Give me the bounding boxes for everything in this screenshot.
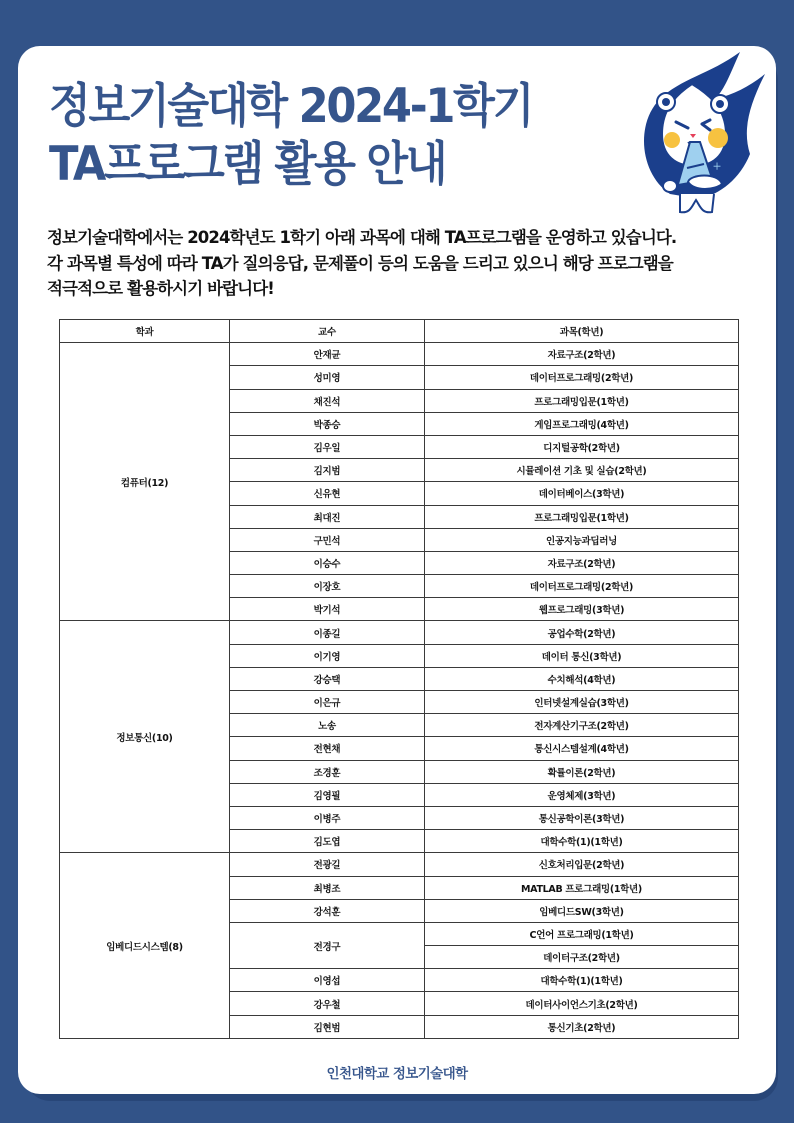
course-cell: 대학수학(1)(1학년) [425,830,739,853]
professor-cell: 박종승 [230,412,425,435]
professor-cell: 김현범 [230,1015,425,1038]
course-cell: 공업수학(2학년) [425,621,739,644]
course-cell: 데이터프로그래밍(2학년) [425,366,739,389]
course-cell: 전자계산기구조(2학년) [425,714,739,737]
course-cell: 신호처리입문(2학년) [425,853,739,876]
professor-cell: 이장호 [230,575,425,598]
intro-line-3: 적극적으로 활용하시기 바랍니다! [47,279,274,298]
course-cell: 통신공학이론(3학년) [425,806,739,829]
professor-cell: 이은규 [230,691,425,714]
footer-college-name: 인천대학교 정보기술대학 [326,1066,468,1082]
professor-cell: 김영필 [230,783,425,806]
course-cell: 통신기초(2학년) [425,1015,739,1038]
professor-cell: 성미영 [230,366,425,389]
course-cell: 수치해석(4학년) [425,667,739,690]
course-cell: 데이터사이언스기초(2학년) [425,992,739,1015]
professor-cell: 김지범 [230,459,425,482]
table-row [60,853,739,876]
course-cell: 프로그래밍입문(1학년) [425,389,739,412]
course-cell: C언어 프로그래밍(1학년) [425,922,739,945]
professor-cell: 조경훈 [230,760,425,783]
professor-cell: 전광길 [230,853,425,876]
intro-line-2: 각 과목별 특성에 따라 TA가 질의응답, 문제풀이 등의 도움을 드리고 있으니 해당 프로그램을 [47,253,673,273]
header-department: 학과 [60,320,230,343]
ta-course-table [59,319,739,1039]
professor-cell: 채진석 [230,389,425,412]
professor-cell: 강석훈 [230,899,425,922]
title-line-1: 정보기술대학 2024-1학기 [49,79,533,134]
course-cell: 자료구조(2학년) [425,343,739,366]
professor-cell: 노송 [230,714,425,737]
course-cell: 통신시스템설계(4학년) [425,737,739,760]
professor-cell: 이영섭 [230,969,425,992]
course-cell: 확률이론(2학년) [425,760,739,783]
course-cell: 인터넷설계실습(3학년) [425,691,739,714]
intro-paragraph [47,225,727,302]
course-cell: 디지털공학(2학년) [425,435,739,458]
table-row [60,621,739,644]
course-cell: 시뮬레이션 기초 및 실습(2학년) [425,459,739,482]
professor-cell: 김우일 [230,435,425,458]
course-cell: 게임프로그래밍(4학년) [425,412,739,435]
intro-line-1: 정보기술대학에서는 2024학년도 1학기 아래 과목에 대해 TA프로그램을 운영하고 있습니다. [47,228,677,247]
department-cell: 정보통신(10) [60,621,230,853]
course-cell: 프로그래밍입문(1학년) [425,505,739,528]
professor-cell: 강우철 [230,992,425,1015]
professor-cell: 안재균 [230,343,425,366]
professor-cell: 이병주 [230,806,425,829]
course-cell: 자료구조(2학년) [425,551,739,574]
course-cell: MATLAB 프로그래밍(1학년) [425,876,739,899]
professor-cell: 박기석 [230,598,425,621]
mascot-icon [630,44,770,216]
course-cell: 대학수학(1)(1학년) [425,969,739,992]
course-cell: 인공지능과딥러닝 [425,528,739,551]
professor-cell: 이종길 [230,621,425,644]
course-cell: 데이터프로그래밍(2학년) [425,575,739,598]
table-header-row [60,320,739,343]
department-cell: 컴퓨터(12) [60,343,230,621]
title-line-2: TA프로그램 활용 안내 [49,137,446,192]
header-professor: 교수 [230,320,425,343]
professor-cell: 김도엽 [230,830,425,853]
header-course: 과목(학년) [425,320,739,343]
professor-cell: 구민석 [230,528,425,551]
professor-cell: 신유현 [230,482,425,505]
professor-cell: 최대진 [230,505,425,528]
professor-cell: 이승수 [230,551,425,574]
page-title [49,78,532,194]
professor-cell: 전경구 [230,922,425,968]
professor-cell: 이기영 [230,644,425,667]
course-cell: 운영체제(3학년) [425,783,739,806]
department-cell: 임베디드시스템(8) [60,853,230,1039]
svg-text:+: + [712,159,723,173]
professor-cell: 최병조 [230,876,425,899]
course-cell: 임베디드SW(3학년) [425,899,739,922]
professor-cell: 전현채 [230,737,425,760]
table-row [60,343,739,366]
professor-cell: 강승택 [230,667,425,690]
course-cell: 데이터구조(2학년) [425,946,739,969]
course-cell: 데이터베이스(3학년) [425,482,739,505]
course-cell: 데이터 통신(3학년) [425,644,739,667]
course-cell: 웹프로그래밍(3학년) [425,598,739,621]
